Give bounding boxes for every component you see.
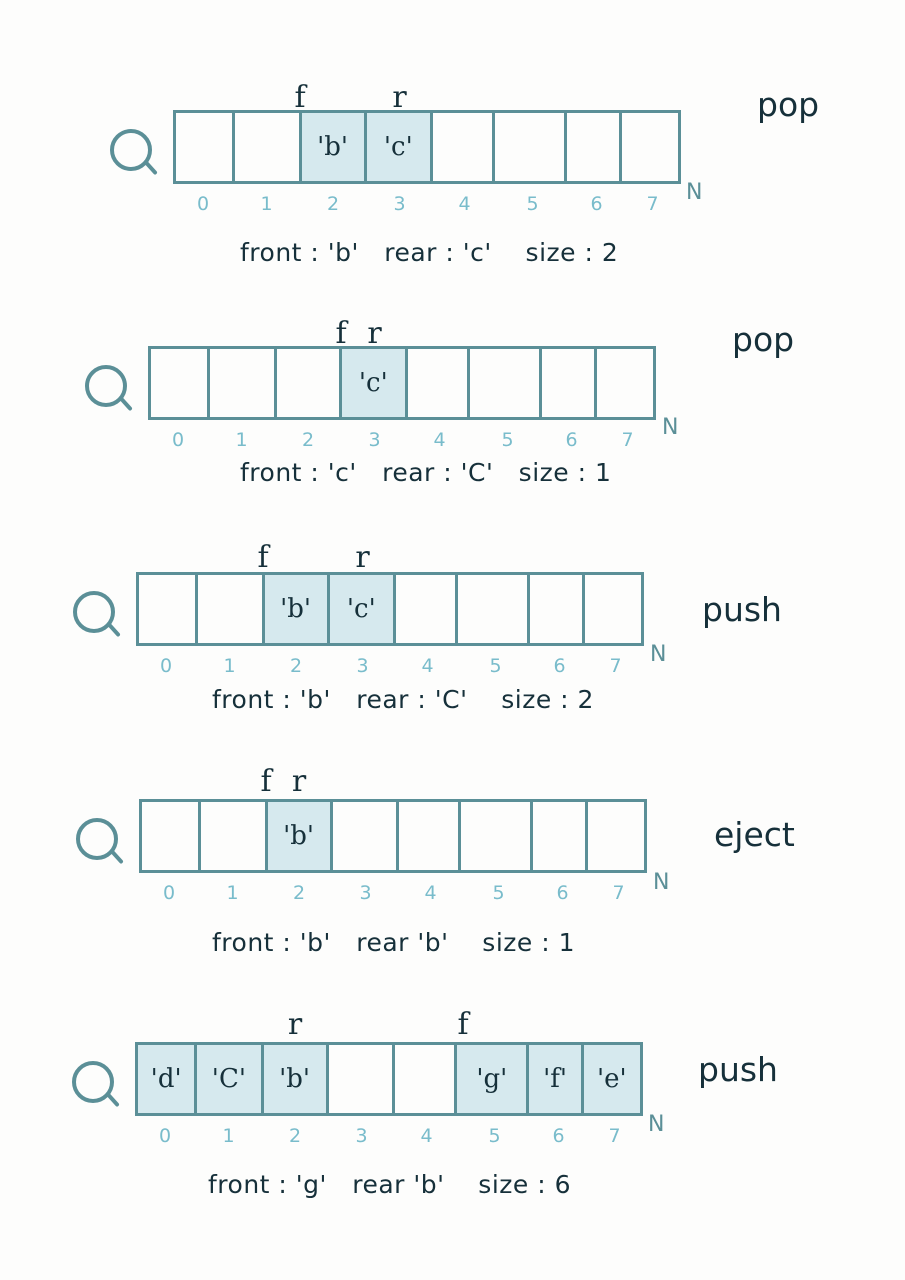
index-label: 6 xyxy=(556,882,569,904)
operation-label: push xyxy=(702,590,782,629)
index-label: 1 xyxy=(260,193,273,215)
queue-q-icon xyxy=(85,365,127,407)
operation-label: pop xyxy=(732,320,795,359)
index-label: 7 xyxy=(609,655,622,677)
index-label: 2 xyxy=(292,882,306,904)
index-label: 1 xyxy=(235,429,248,451)
index-label: 2 xyxy=(301,429,315,451)
index-label: 2 xyxy=(326,193,340,215)
front-pointer: f xyxy=(260,764,272,799)
queue-cell xyxy=(433,113,495,181)
capacity-label: N xyxy=(648,1112,665,1137)
queue-array xyxy=(135,1042,643,1116)
queue-cell: 'c' xyxy=(342,349,408,417)
queue-q-icon xyxy=(72,1061,114,1103)
index-label: 1 xyxy=(223,655,236,677)
queue-cell: 'c' xyxy=(367,113,433,181)
queue-q-icon xyxy=(110,129,152,171)
index-label: 0 xyxy=(162,882,176,904)
rear-pointer: r xyxy=(355,540,370,575)
queue-cell xyxy=(176,113,235,181)
queue-cell xyxy=(470,349,542,417)
rear-pointer: r xyxy=(392,80,407,115)
queue-cell xyxy=(333,802,399,870)
capacity-label: N xyxy=(650,642,667,667)
queue-cell xyxy=(597,349,653,417)
queue-cell xyxy=(458,575,530,643)
queue-cell xyxy=(533,802,587,870)
queue-q-icon xyxy=(76,818,118,860)
index-label: 6 xyxy=(565,429,578,451)
index-label: 4 xyxy=(420,1125,433,1147)
capacity-label: N xyxy=(662,415,679,440)
index-label: 3 xyxy=(355,1125,368,1147)
index-label: 5 xyxy=(492,882,505,904)
queue-cell xyxy=(142,802,201,870)
queue-status: front : 'g' rear 'b' size : 6 xyxy=(208,1170,571,1199)
index-label: 2 xyxy=(289,655,303,677)
queue-cell xyxy=(495,113,567,181)
index-label: 0 xyxy=(159,655,173,677)
index-label: 4 xyxy=(424,882,437,904)
queue-cell xyxy=(567,113,621,181)
index-label: 5 xyxy=(501,429,514,451)
index-label: 0 xyxy=(171,429,185,451)
queue-cell xyxy=(329,1045,395,1113)
index-label: 3 xyxy=(356,655,369,677)
queue-cell: 'e' xyxy=(584,1045,640,1113)
index-label: 5 xyxy=(489,655,502,677)
index-label: 5 xyxy=(488,1125,501,1147)
index-label: 1 xyxy=(226,882,239,904)
index-label: 4 xyxy=(421,655,434,677)
queue-cell xyxy=(588,802,644,870)
queue-status: front : 'b' rear : 'C' size : 2 xyxy=(212,685,594,714)
queue-cell: 'b' xyxy=(265,575,330,643)
index-label: 1 xyxy=(222,1125,235,1147)
capacity-label: N xyxy=(686,180,703,205)
rear-pointer: r xyxy=(287,1007,303,1042)
queue-cell xyxy=(235,113,301,181)
operation-label: push xyxy=(698,1050,778,1089)
queue-status: front : 'b' rear 'b' size : 1 xyxy=(212,928,575,957)
queue-cell: 'd' xyxy=(138,1045,197,1113)
queue-cell xyxy=(622,113,678,181)
index-label: 2 xyxy=(288,1125,302,1147)
queue-cell xyxy=(395,1045,457,1113)
queue-cell xyxy=(399,802,461,870)
queue-cell: 'f' xyxy=(529,1045,583,1113)
index-label: 7 xyxy=(612,882,625,904)
queue-cell xyxy=(139,575,198,643)
queue-cell: 'g' xyxy=(457,1045,529,1113)
rear-pointer: r xyxy=(367,316,382,351)
queue-cell: 'b' xyxy=(264,1045,329,1113)
index-label: 6 xyxy=(590,193,603,215)
front-pointer: f xyxy=(335,316,347,351)
capacity-label: N xyxy=(653,870,670,895)
queue-array xyxy=(136,572,644,646)
queue-cell xyxy=(461,802,533,870)
operation-label: pop xyxy=(757,85,820,124)
index-label: 3 xyxy=(368,429,381,451)
index-label: 6 xyxy=(553,655,566,677)
queue-cell xyxy=(151,349,210,417)
queue-cell xyxy=(210,349,276,417)
queue-cell: 'c' xyxy=(330,575,396,643)
queue-cell: 'C' xyxy=(197,1045,263,1113)
queue-array xyxy=(173,110,681,184)
index-label: 3 xyxy=(393,193,406,215)
operation-label: eject xyxy=(714,815,795,854)
index-label: 0 xyxy=(158,1125,172,1147)
rear-pointer: r xyxy=(291,764,307,799)
queue-status: front : 'c' rear : 'C' size : 1 xyxy=(240,458,612,487)
queue-q-icon xyxy=(73,591,115,633)
queue-cell: 'b' xyxy=(302,113,367,181)
index-label: 0 xyxy=(196,193,210,215)
queue-cell xyxy=(408,349,470,417)
index-label: 7 xyxy=(646,193,659,215)
queue-cell xyxy=(530,575,584,643)
queue-array xyxy=(139,799,647,873)
front-pointer: f xyxy=(294,80,306,115)
queue-status: front : 'b' rear : 'c' size : 2 xyxy=(240,238,619,267)
queue-cell xyxy=(198,575,264,643)
index-label: 6 xyxy=(552,1125,565,1147)
index-label: 7 xyxy=(621,429,634,451)
queue-cell xyxy=(201,802,267,870)
front-pointer: f xyxy=(257,540,269,575)
queue-cell: 'b' xyxy=(268,802,333,870)
queue-cell xyxy=(396,575,458,643)
queue-cell xyxy=(277,349,342,417)
front-pointer: f xyxy=(457,1007,469,1042)
index-label: 4 xyxy=(433,429,446,451)
queue-cell xyxy=(542,349,596,417)
index-label: 5 xyxy=(526,193,539,215)
index-label: 7 xyxy=(608,1125,621,1147)
index-label: 4 xyxy=(458,193,471,215)
queue-array xyxy=(148,346,656,420)
index-label: 3 xyxy=(359,882,372,904)
queue-cell xyxy=(585,575,641,643)
